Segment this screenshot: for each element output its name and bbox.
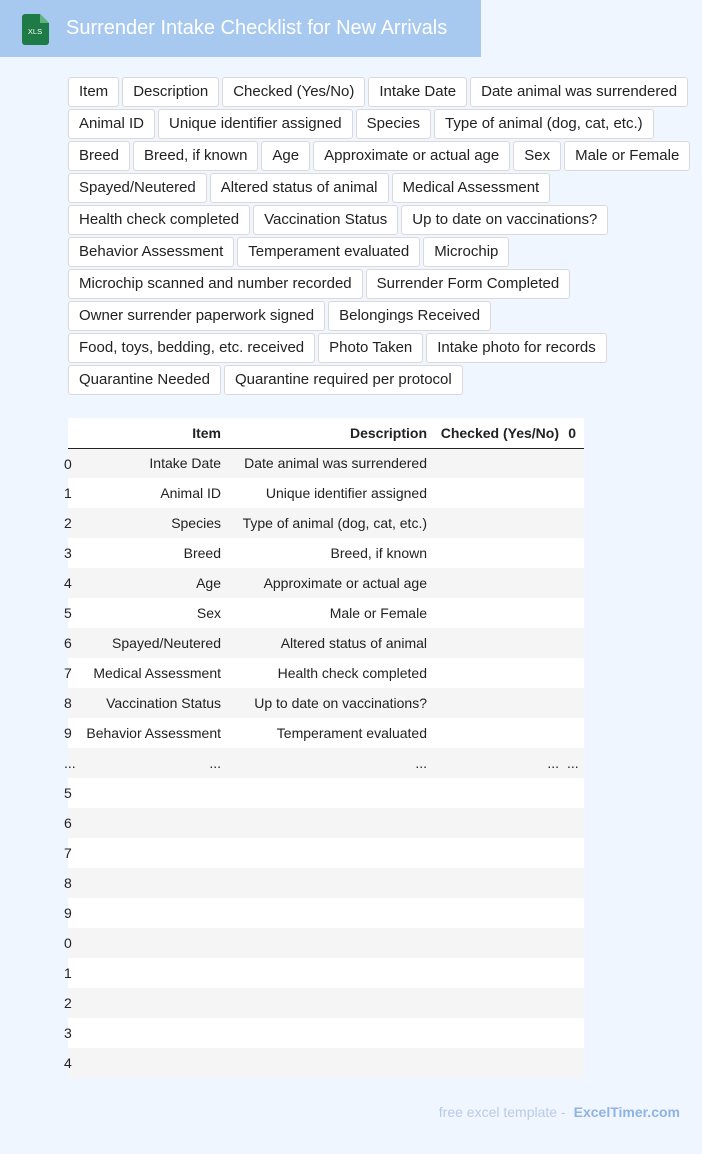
row-index	[64, 598, 82, 628]
cell-checked	[435, 838, 567, 868]
row-index-label: 0	[64, 935, 72, 951]
cell-description	[229, 898, 435, 928]
header-index	[68, 418, 82, 448]
cell-item: Intake Date	[149, 455, 221, 472]
row-index	[64, 718, 82, 748]
chip-row	[68, 109, 688, 139]
table-row	[68, 958, 584, 988]
cell-checked	[435, 538, 567, 568]
cell-description: Male or Female	[329, 605, 427, 621]
row-index	[64, 898, 82, 928]
cell-checked	[435, 1048, 567, 1078]
table-row	[68, 808, 584, 838]
table-row	[68, 838, 584, 868]
column-chip: Spayed/Neutered	[68, 173, 207, 203]
chip-row	[68, 237, 688, 267]
xls-file-icon	[22, 14, 49, 45]
row-index-label: 3	[64, 1025, 72, 1041]
row-index-label: 9	[64, 725, 72, 741]
table-row	[68, 1018, 584, 1048]
row-index	[64, 538, 82, 568]
table-row	[68, 658, 584, 688]
cell-item	[82, 928, 229, 958]
cell-checked	[435, 718, 567, 748]
cell-checked	[435, 478, 567, 508]
table-header-row	[68, 418, 584, 448]
row-index	[64, 838, 82, 868]
cell-zero	[567, 898, 584, 928]
cell-checked	[435, 598, 567, 628]
table-row	[68, 748, 584, 778]
cell-zero	[567, 718, 584, 748]
header-zero: 0	[568, 424, 576, 441]
header-description: Description	[349, 424, 427, 441]
row-index	[64, 478, 82, 508]
cell-item: Age	[196, 575, 221, 591]
cell-checked	[435, 898, 567, 928]
cell-description: Unique identifier assigned	[265, 485, 427, 501]
column-chip: Male or Female	[564, 141, 690, 171]
cell-item: Breed	[183, 545, 221, 561]
table-row	[68, 718, 584, 748]
cell-item	[82, 808, 229, 838]
cell-checked	[435, 928, 567, 958]
cell-checked	[435, 808, 567, 838]
cell-item: Species	[171, 515, 221, 531]
cell-description: Health check completed	[277, 665, 427, 681]
column-chip: Belongings Received	[328, 301, 491, 331]
column-chip: Quarantine Needed	[68, 365, 221, 395]
cell-item	[82, 958, 229, 988]
row-index	[64, 628, 82, 658]
column-chip: Intake Date	[368, 77, 467, 107]
cell-zero	[567, 628, 584, 658]
row-index	[64, 1048, 82, 1078]
cell-zero	[567, 478, 584, 508]
column-chip: Behavior Assessment	[68, 237, 234, 267]
row-index-label: 2	[64, 515, 72, 531]
column-chip: Microchip scanned and number recorded	[68, 269, 363, 299]
cell-checked	[435, 988, 567, 1018]
footer-prefix: free excel template -	[438, 1104, 566, 1120]
cell-checked	[435, 778, 567, 808]
footer-credit	[439, 1104, 680, 1120]
cell-item	[82, 778, 229, 808]
chip-row	[68, 365, 688, 395]
column-chip: Altered status of animal	[210, 173, 389, 203]
cell-zero	[567, 598, 584, 628]
cell-description: Date animal was surrendered	[244, 455, 427, 472]
row-index	[64, 658, 82, 688]
row-index	[64, 748, 82, 778]
row-index-label: 1	[64, 485, 72, 501]
row-index	[64, 1018, 82, 1048]
cell-zero	[567, 688, 584, 718]
cell-item	[82, 868, 229, 898]
row-index	[64, 688, 82, 718]
row-index-label: 6	[64, 815, 72, 831]
cell-zero	[567, 538, 584, 568]
cell-description	[229, 838, 435, 868]
cell-description: Up to date on vaccinations?	[254, 695, 427, 711]
column-chip: Description	[122, 77, 219, 107]
row-index-label: 4	[64, 575, 72, 591]
cell-checked	[435, 448, 567, 478]
cell-zero: ...	[567, 755, 579, 771]
header-checked: Checked (Yes/No)	[440, 424, 559, 441]
cell-item: Sex	[196, 605, 221, 621]
table-row	[68, 448, 584, 478]
column-chip: Photo Taken	[318, 333, 423, 363]
column-chip: Temperament evaluated	[237, 237, 420, 267]
cell-description: Approximate or actual age	[263, 575, 427, 591]
table-row	[68, 1048, 584, 1078]
cell-checked	[435, 868, 567, 898]
chip-row	[68, 77, 688, 107]
column-chip: Species	[356, 109, 431, 139]
cell-description: Breed, if known	[330, 545, 427, 561]
chip-row	[68, 173, 688, 203]
cell-zero	[567, 928, 584, 958]
row-index-label: 6	[64, 635, 72, 651]
cell-zero	[567, 958, 584, 988]
row-index	[64, 808, 82, 838]
cell-zero	[567, 838, 584, 868]
cell-description: Altered status of animal	[280, 635, 427, 651]
page-title: Surrender Intake Checklist for New Arrivals	[66, 17, 448, 39]
row-index	[64, 988, 82, 1018]
table-row	[68, 568, 584, 598]
cell-description: Type of animal (dog, cat, etc.)	[242, 515, 427, 531]
column-chip: Medical Assessment	[392, 173, 551, 203]
cell-checked	[435, 958, 567, 988]
cell-item: Vaccination Status	[106, 695, 221, 711]
column-chip: Quarantine required per protocol	[224, 365, 463, 395]
row-index-label: 4	[64, 1055, 72, 1071]
data-table	[64, 418, 584, 1078]
cell-description	[229, 958, 435, 988]
cell-checked	[435, 658, 567, 688]
row-index-label: 3	[64, 545, 72, 561]
chip-row	[68, 333, 688, 363]
row-index-label: 9	[64, 905, 72, 921]
column-chip: Unique identifier assigned	[158, 109, 353, 139]
row-index-label: 7	[64, 845, 72, 861]
column-chip: Health check completed	[68, 205, 250, 235]
cell-description	[229, 988, 435, 1018]
row-index	[64, 778, 82, 808]
cell-zero	[567, 988, 584, 1018]
table-row	[68, 628, 584, 658]
cell-item	[82, 1018, 229, 1048]
cell-description	[229, 1048, 435, 1078]
row-index-label: ...	[64, 755, 76, 771]
cell-description	[229, 928, 435, 958]
row-index-label: 8	[64, 695, 72, 711]
column-chip: Breed	[68, 141, 130, 171]
cell-checked	[435, 688, 567, 718]
chip-row	[68, 269, 688, 299]
column-chip: Animal ID	[68, 109, 155, 139]
cell-checked	[435, 568, 567, 598]
cell-item: Spayed/Neutered	[112, 635, 221, 651]
cell-zero	[567, 778, 584, 808]
row-index	[64, 928, 82, 958]
cell-checked	[435, 628, 567, 658]
header-item: Item	[192, 424, 221, 441]
cell-checked	[435, 1018, 567, 1048]
cell-item: Behavior Assessment	[86, 725, 221, 741]
svg-text:XLS: XLS	[27, 27, 43, 36]
table-row	[68, 598, 584, 628]
chip-row	[68, 301, 688, 331]
column-chip: Checked (Yes/No)	[222, 77, 365, 107]
row-index	[64, 508, 82, 538]
row-index-label: 7	[64, 665, 72, 681]
column-chip: Surrender Form Completed	[366, 269, 571, 299]
row-index-label: 2	[64, 995, 72, 1011]
row-index	[64, 868, 82, 898]
cell-checked: ...	[547, 755, 559, 771]
cell-zero	[567, 568, 584, 598]
cell-checked	[435, 508, 567, 538]
row-index	[64, 568, 82, 598]
table-row	[68, 868, 584, 898]
row-index-label: 0	[64, 455, 72, 472]
cell-item: Medical Assessment	[93, 665, 221, 681]
table-row	[68, 988, 584, 1018]
cell-description: ...	[415, 755, 427, 771]
chip-row	[68, 141, 688, 171]
cell-item	[82, 988, 229, 1018]
column-chip-list	[68, 77, 688, 397]
column-chip: Type of animal (dog, cat, etc.)	[434, 109, 654, 139]
row-index-label: 1	[64, 965, 72, 981]
cell-item: Animal ID	[160, 485, 221, 501]
table-row	[68, 508, 584, 538]
cell-zero	[567, 868, 584, 898]
cell-description	[229, 778, 435, 808]
cell-item	[82, 838, 229, 868]
column-chip: Food, toys, bedding, etc. received	[68, 333, 315, 363]
cell-zero	[567, 508, 584, 538]
column-chip: Approximate or actual age	[313, 141, 510, 171]
chip-row	[68, 205, 688, 235]
row-index	[64, 958, 82, 988]
cell-zero	[567, 448, 584, 478]
title-bar	[0, 0, 481, 57]
column-chip: Date animal was surrendered	[470, 77, 688, 107]
column-chip: Vaccination Status	[253, 205, 398, 235]
row-index-label: 8	[64, 875, 72, 891]
column-chip: Item	[68, 77, 119, 107]
column-chip: Breed, if known	[133, 141, 258, 171]
table-row	[68, 928, 584, 958]
table-row	[68, 538, 584, 568]
cell-description: Temperament evaluated	[276, 725, 427, 741]
row-index-label: 5	[64, 605, 72, 621]
cell-description	[229, 868, 435, 898]
cell-zero	[567, 808, 584, 838]
table-row	[68, 478, 584, 508]
table-row	[68, 778, 584, 808]
column-chip: Sex	[513, 141, 561, 171]
table-row	[68, 898, 584, 928]
row-index-label: 5	[64, 785, 72, 801]
cell-zero	[567, 1018, 584, 1048]
column-chip: Up to date on vaccinations?	[401, 205, 608, 235]
cell-item: ...	[209, 755, 221, 771]
column-chip: Intake photo for records	[426, 333, 606, 363]
cell-item	[82, 1048, 229, 1078]
cell-zero	[567, 1048, 584, 1078]
cell-item	[82, 898, 229, 928]
column-chip: Microchip	[423, 237, 509, 267]
cell-description	[229, 808, 435, 838]
column-chip: Age	[261, 141, 310, 171]
cell-description	[229, 1018, 435, 1048]
footer-brand-link[interactable]: ExcelTimer.com	[573, 1104, 680, 1120]
row-index	[64, 448, 82, 478]
cell-zero	[567, 658, 584, 688]
column-chip: Owner surrender paperwork signed	[68, 301, 325, 331]
table-row	[68, 688, 584, 718]
